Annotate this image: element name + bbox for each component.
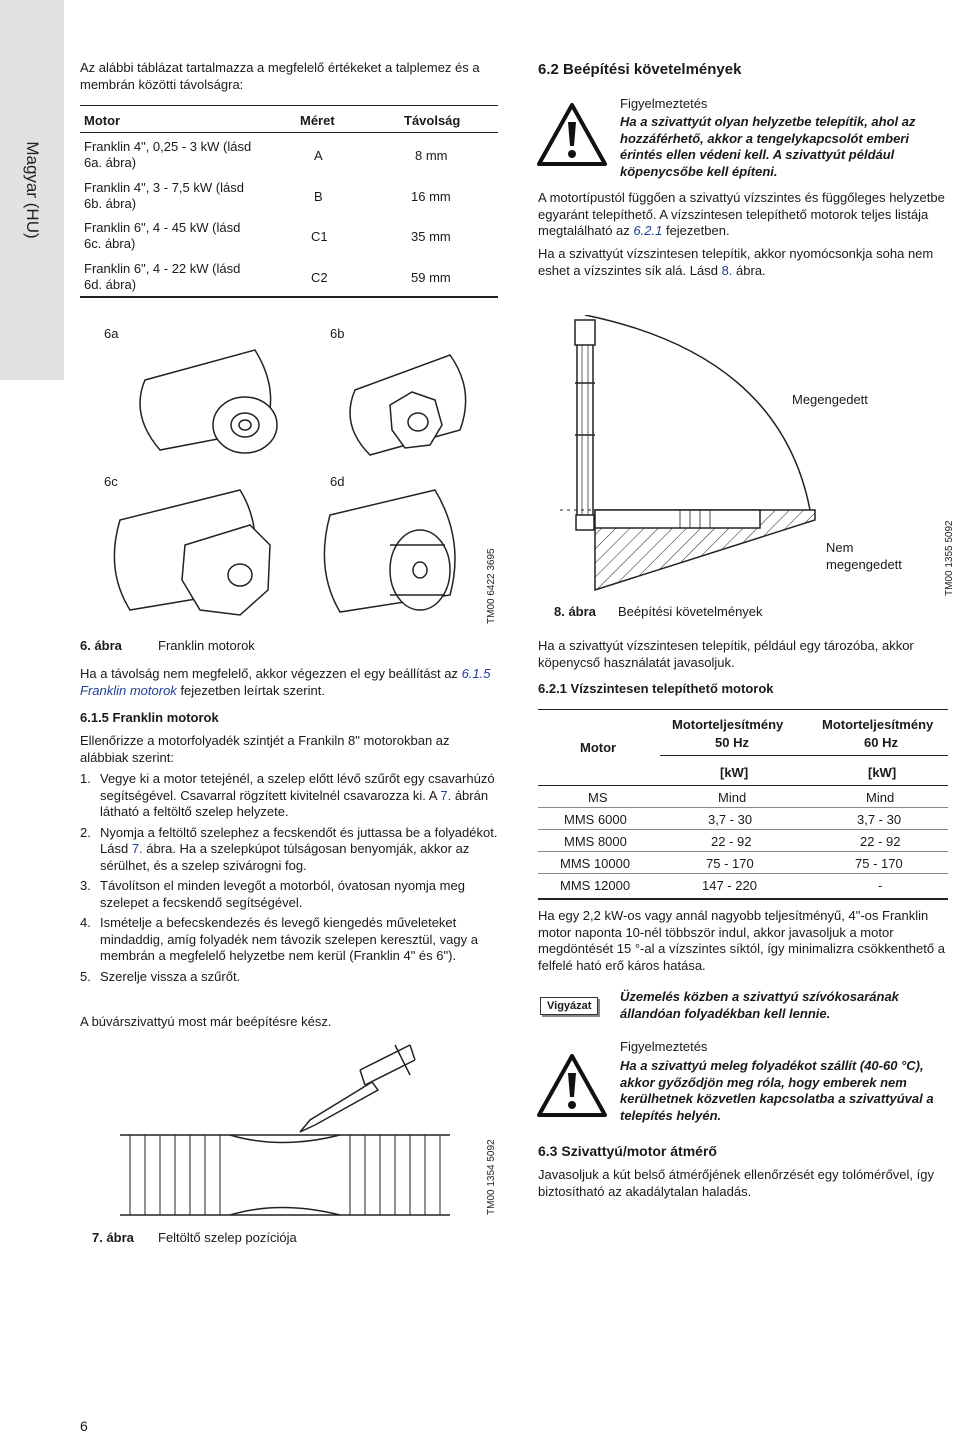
motor-table-cell: 147 - 220 [702,878,757,893]
motor-table-cell: 22 - 92 [860,834,901,849]
step-text: Távolítson el minden levegőt a motorból, óvatosan nyomja meg szelepet a fecskendő segítségével. [100,878,465,910]
motor-table-header-motor: Motor [580,740,617,755]
motor-table-header-rule [538,785,948,786]
fig6b-label: 6b [330,326,345,341]
step-link[interactable]: 7. [131,841,143,856]
motor-table-cell: 75 - 170 [706,856,754,871]
list-item [80,915,500,965]
fig6c-label: 6c [104,474,118,489]
section-62-title: 6.2 Beépítési követelmények [538,61,742,78]
p2-link[interactable]: 8. [721,262,733,278]
section-63-title: 6.3 Szivattyú/motor átmérő [538,1143,717,1159]
table-row-motor: Franklin 6", 4 - 22 kW (lásd 6d. ábra) [84,261,241,292]
motor-table-cell: MMS 8000 [564,834,627,849]
intro-text: Az alábbi táblázat tartalmazza a megfelelő értékeket a talplemez és a membrán közötti távolságra: [80,60,480,92]
motor-table-cell: 3,7 - 30 [708,812,753,827]
adjust-text-end: fejezetben leírtak szerint. [180,682,325,698]
page-number: 6 [80,1418,88,1434]
table-row-distance: 16 mm [411,189,451,204]
motor-table-row-rule [538,873,948,874]
step-number: 3. [80,878,91,893]
fig6-motor-drawings [90,330,490,630]
motor-table-cell: MS [588,790,608,805]
motor-table-cell: 22 - 92 [711,834,752,849]
table-row-motor: Franklin 6", 4 - 45 kW (lásd 6c. ábra) [84,220,241,251]
fig8-not-allowed-label-1: Nem [826,540,854,555]
motor-table-top-rule [538,709,948,710]
fig8-installation-drawing [560,315,860,595]
table-row-size: B [314,189,323,204]
step-text-b: ábrán látható a feltöltő szelep helyzete. [100,787,489,819]
fig7-caption-text: Feltöltő szelep pozíciója [158,1230,297,1245]
motor-table-header-60-line2: 60 Hz [864,735,898,750]
fig6a-label: 6a [104,326,119,341]
p1-text-end: fejezetben. [665,223,730,238]
motor-table-header-divider [660,755,948,756]
list-item [80,878,500,911]
motor-table-cell: - [878,878,883,893]
motor-table-unit-50: [kW] [720,765,749,780]
table-header-motor: Motor [84,113,121,128]
section-621-after: Ha egy 2,2 kW-os vagy annál nagyobb teljesítményű, 4"-os Franklin motor naponta 10-nél többször indul, akkor javasoljuk a motor megdöntését 15 °-al a vízszintes síktól, így minimalizra csökkenthető a felfelé ható erő káros hatása. [538,908,945,973]
list-item [80,825,500,875]
table-header-distance: Távolság [404,113,461,128]
list-item [80,969,500,986]
tank-paragraph: Ha a szivattyút vízszintesen telepítik, például egy tározóba, akkor köpenycső használatát javasoljuk. [538,638,914,670]
fig8-caption-number: 8. ábra [554,604,596,619]
step-text-a: Nyomja a feltöltő szelephez a fecskendőt és juttassa be a folyadékot. Lásd [100,824,498,856]
caution-text: Üzemelés közben a szivattyú szívókosarának állandóan folyadékban kell lennie. [620,989,899,1021]
adjust-text: Ha a távolság nem megfelelő, akkor végezzen el egy beállítást az [80,666,458,681]
fig6-caption-number: 6. ábra [80,638,122,653]
list-item [80,771,500,821]
section-63-text: Javasoljuk a kút belső átmérőjének ellenőrzését egy tolómérővel, így biztosítható az akadálytalan haladás. [538,1167,934,1199]
p1-text: A motortípustól függően a szivattyú vízszintes és függőleges helyzetbe egyaránt telepíthető. A vízszintesen telepíthető motorok teljes listája megtalálható az [538,190,945,238]
fig7-tm-code: TM00 1354 5092 [486,1139,497,1215]
step-number: 2. [80,824,91,840]
step-text: Ismételje a befecskendezés és levegő kiengedés műveleteket mindaddig, amíg folyadék nem távozik szelepen keresztül, vagy a membrán a megfelelő helyzetbe nem kerül (Franklin 4" és 6"). [100,915,478,963]
adjust-paragraph [80,666,500,699]
table-bottom-rule [80,296,498,298]
step-number: 1. [80,771,91,786]
p2-text: Ha a szivattyút vízszintesen telepítik, akkor nyomócsonkja soha nem eshet a vízszintes sík alá. Lásd [538,246,934,278]
section-615-intro: Ellenőrizze a motorfolyadék szintjét a Frankiln 8" motorokban az alábbiak szerint: [80,733,450,765]
warning2-text: Ha a szivattyú meleg folyadékot szállít (40-60 °C), akkor győződjön meg róla, hogy emberek nem kerülhetnek közvetlen kapcsolatba a szivattyúval a telepítés helyén. [620,1058,934,1123]
table-row-size: C2 [311,270,328,285]
language-tab [0,0,64,380]
step-number: 5. [80,968,91,984]
table-row-distance: 59 mm [411,270,451,285]
fig8-allowed-label: Megengedett [792,392,868,407]
table-row-size: C1 [311,229,328,244]
motor-table-bottom-rule [538,898,948,900]
warning2-title: Figyelmeztetés [620,1039,708,1054]
fig6-caption-text: Franklin motorok [158,638,255,653]
language-tab-label: Magyar (HU) [23,141,42,239]
step-text-b: ábra. Ha a szelepkúpot túlságosan benyomják, akkor az sérülhet, és a szelep szivárogni fog. [100,841,470,873]
section-62-paragraph-2 [538,246,948,279]
table-header-rule [80,132,498,133]
section-615-steps [80,771,500,989]
warning-triangle-icon [536,102,608,168]
caution-label: Vigyázat [540,997,598,1015]
adjust-link[interactable]: 6.1.5 Franklin motorok [80,666,491,698]
fig8-caption-text: Beépítési követelmények [618,604,763,619]
motor-table-header-50-line2: 50 Hz [715,735,749,750]
warning-title: Figyelmeztetés [620,96,708,111]
step-link[interactable]: 7. [440,787,452,803]
motor-table-cell: 3,7 - 30 [857,812,902,827]
motor-table-header-50-line1: Motorteljesítmény [672,717,784,732]
fig7-syringe-drawing [110,1040,470,1220]
motor-table-cell: MMS 6000 [564,812,627,827]
section-62-paragraph-1 [538,190,948,240]
table-row-size: A [314,148,323,163]
table-header-size: Méret [300,113,335,128]
fig8-tm-code: TM00 1355 5092 [944,520,955,596]
p2-text-end: ábra. [736,262,766,278]
table-top-rule [80,105,498,106]
section-621-title: 6.2.1 Vízszintesen telepíthető motorok [538,681,774,696]
motor-table-header-60-line1: Motorteljesítmény [822,717,934,732]
warning-triangle-icon [536,1053,608,1119]
motor-table-cell: Mind [718,790,747,805]
motor-table-unit-60: [kW] [868,765,897,780]
table-row-distance: 8 mm [415,148,448,163]
table-row-motor: Franklin 4", 3 - 7,5 kW (lásd 6b. ábra) [84,180,244,211]
step-text [100,771,500,821]
motor-table-row-rule [538,829,948,830]
section-615-final: A búvárszivattyú most már beépítésre kész. [80,1014,332,1029]
motor-table-row-rule [538,807,948,808]
p1-link[interactable]: 6.2.1 [633,223,663,238]
motor-table-cell: Mind [866,790,895,805]
motor-table-row-rule [538,851,948,852]
step-text: Szerelje vissza a szűrőt. [100,968,241,984]
fig6-tm-code: TM00 6422 3695 [486,548,497,624]
table-row-motor: Franklin 4", 0,25 - 3 kW (lásd 6a. ábra) [84,139,252,170]
motor-table-cell: MMS 10000 [560,856,631,871]
table-row-distance: 35 mm [411,229,451,244]
fig7-caption-number: 7. ábra [92,1230,134,1245]
motor-table-cell: 75 - 170 [855,856,903,871]
step-text [100,825,500,875]
step-number: 4. [80,915,91,930]
fig8-not-allowed-label-2: megengedett [826,557,902,572]
section-615-title: 6.1.5 Franklin motorok [80,710,219,725]
fig6d-label: 6d [330,474,345,489]
warning-text: Ha a szivattyút olyan helyzetbe telepítik, ahol az hozzáférhető, akkor a tengelykapcsolót emberi érintés ellen védeni kell. A szivattyút például köpenycsőbe kell építeni. [620,114,916,179]
motor-table-cell: MMS 12000 [560,878,631,893]
step-text-a: Vegye ki a motor tetejénél, a szelep előtt lévő szűrőt egy csavarhúzó segítségével. Csavarral rögzített kivitelnél csavarozza ki. A [100,771,495,803]
